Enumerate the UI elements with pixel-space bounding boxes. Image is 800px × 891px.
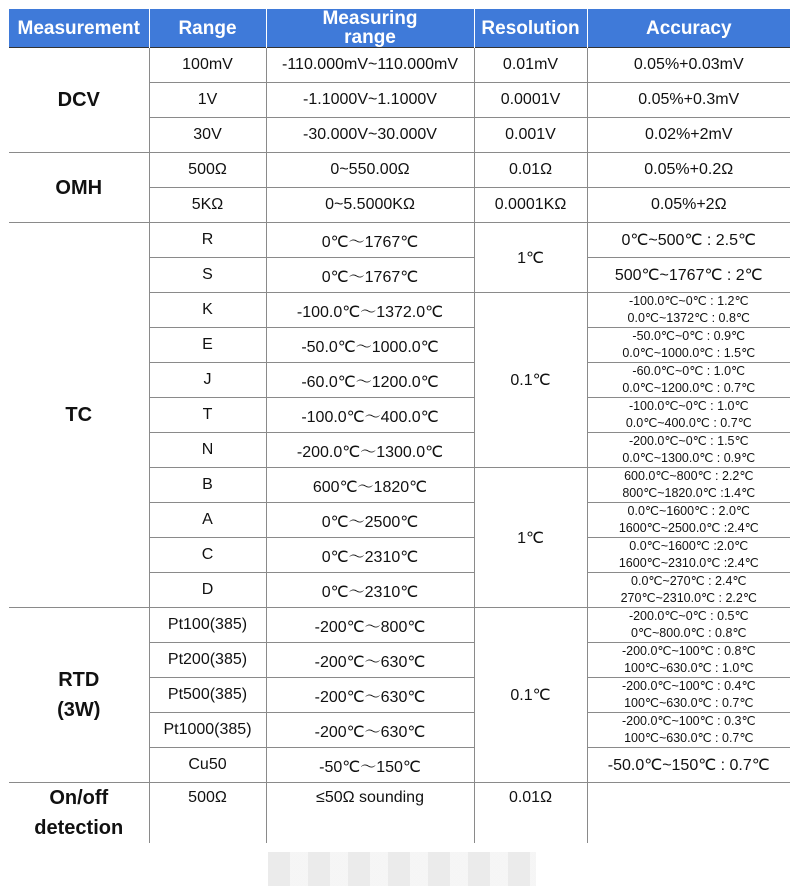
accuracy-line: 0.0℃~400.0℃ : 0.7℃ (625, 416, 752, 430)
range-cell: T (149, 398, 266, 433)
accuracy-cell: 0.05%+0.2Ω (587, 153, 790, 188)
measuring-range-cell: 0℃～2310℃ (266, 573, 474, 608)
header-row (9, 9, 790, 48)
accuracy-line: -50.0℃~150℃ : 0.7℃ (607, 757, 770, 774)
range-cell: Pt1000(385) (149, 713, 266, 748)
header-resolution: Resolution (474, 9, 587, 48)
header-accuracy: Accuracy (587, 9, 790, 48)
resolution-cell: 0.0001KΩ (474, 188, 587, 223)
accuracy-line: 0.0℃~1600℃ : 2.0℃ (627, 504, 750, 518)
table-row (9, 48, 790, 83)
measuring-range-cell: -200℃～630℃ (266, 713, 474, 748)
measuring-range-cell: -50.0℃～1000.0℃ (266, 328, 474, 363)
accuracy-line: -200.0℃~100℃ : 0.8℃ (621, 644, 756, 658)
header-measuring-range-line1: Measuring (322, 8, 418, 29)
accuracy-cell (587, 538, 790, 573)
accuracy-cell (587, 328, 790, 363)
range-cell: B (149, 468, 266, 503)
accuracy-line: -200.0℃~100℃ : 0.4℃ (621, 679, 756, 693)
measuring-range-cell: 0℃～2500℃ (266, 503, 474, 538)
accuracy-cell (587, 678, 790, 713)
range-cell: 5KΩ (149, 188, 266, 223)
resolution-cell: 0.0001V (474, 83, 587, 118)
accuracy-cell: 0.05%+0.03mV (587, 48, 790, 83)
accuracy-cell (587, 223, 790, 258)
accuracy-cell: 0.05%+2Ω (587, 188, 790, 223)
measuring-range-cell: 0℃～1767℃ (266, 223, 474, 258)
group-label-dcv: DCV (9, 48, 149, 153)
measuring-range-cell: -110.000mV~110.000mV (266, 48, 474, 83)
accuracy-cell: 0.02%+2mV (587, 118, 790, 153)
accuracy-cell (587, 433, 790, 468)
accuracy-cell (587, 748, 790, 783)
range-cell: A (149, 503, 266, 538)
range-cell: S (149, 258, 266, 293)
resolution-cell: 0.01Ω (474, 153, 587, 188)
group-label-onoff-line2: detection (34, 817, 124, 839)
table-row (9, 783, 790, 844)
accuracy-cell: 0.05%+0.3mV (587, 83, 790, 118)
group-label-omh: OMH (9, 153, 149, 223)
measuring-range-cell: 0℃～1767℃ (266, 258, 474, 293)
measuring-range-cell: 0~550.00Ω (266, 153, 474, 188)
accuracy-cell (587, 468, 790, 503)
range-cell: C (149, 538, 266, 573)
measuring-range-cell: 0℃～2310℃ (266, 538, 474, 573)
measuring-range-cell: -200℃～630℃ (266, 643, 474, 678)
range-cell: 30V (149, 118, 266, 153)
measuring-range-cell: -200.0℃～1300.0℃ (266, 433, 474, 468)
header-measuring-range (266, 9, 474, 48)
measuring-range-cell: -200℃～800℃ (266, 608, 474, 643)
measuring-range-cell: 600℃～1820℃ (266, 468, 474, 503)
accuracy-line: 500℃~1767℃ : 2℃ (614, 267, 763, 284)
spec-table (9, 9, 790, 843)
accuracy-cell (587, 293, 790, 328)
accuracy-line: 0.0℃~1600℃ :2.0℃ (629, 539, 749, 553)
accuracy-line: 100℃~630.0℃ : 0.7℃ (624, 696, 754, 710)
resolution-cell: 0.1℃ (474, 293, 587, 468)
range-cell: Cu50 (149, 748, 266, 783)
resolution-cell: 1℃ (474, 223, 587, 293)
range-cell: J (149, 363, 266, 398)
measuring-range-cell: -100.0℃～400.0℃ (266, 398, 474, 433)
accuracy-cell (587, 258, 790, 293)
accuracy-line: -50.0℃~0℃ : 0.9℃ (632, 329, 746, 343)
accuracy-line: 100℃~630.0℃ : 0.7℃ (624, 731, 754, 745)
measuring-range-cell: -50℃～150℃ (266, 748, 474, 783)
accuracy-line: -60.0℃~0℃ : 1.0℃ (632, 364, 746, 378)
accuracy-line: 1600℃~2310.0℃ :2.4℃ (618, 556, 759, 570)
accuracy-line: 100℃~630.0℃ : 1.0℃ (624, 661, 754, 675)
accuracy-cell (587, 783, 790, 844)
group-label-rtd (9, 608, 149, 783)
accuracy-line: 0.0℃~1372℃ : 0.8℃ (627, 311, 750, 325)
table-row (9, 223, 790, 258)
accuracy-cell (587, 573, 790, 608)
range-cell: Pt500(385) (149, 678, 266, 713)
group-label-onoff (9, 783, 149, 844)
measuring-range-cell: ≤50Ω sounding (266, 783, 474, 844)
accuracy-line: 0℃~500℃ : 2.5℃ (621, 232, 756, 249)
group-label-rtd-line2: (3W) (57, 699, 101, 721)
accuracy-line: 0℃~800.0℃ : 0.8℃ (631, 626, 747, 640)
measuring-range-cell: -100.0℃～1372.0℃ (266, 293, 474, 328)
measuring-range-cell: -30.000V~30.000V (266, 118, 474, 153)
resolution-cell: 0.001V (474, 118, 587, 153)
header-range: Range (149, 9, 266, 48)
measuring-range-cell: 0~5.5000KΩ (266, 188, 474, 223)
accuracy-line: -200.0℃~0℃ : 1.5℃ (628, 434, 749, 448)
accuracy-cell (587, 363, 790, 398)
header-measurement: Measurement (9, 9, 149, 48)
resolution-cell: 0.1℃ (474, 608, 587, 783)
accuracy-line: 800℃~1820.0℃ :1.4℃ (622, 486, 756, 500)
watermark (268, 852, 536, 886)
accuracy-line: 600.0℃~800℃ : 2.2℃ (624, 469, 754, 483)
range-cell: E (149, 328, 266, 363)
range-cell: K (149, 293, 266, 328)
accuracy-line: 270℃~2310.0℃ : 2.2℃ (620, 591, 757, 605)
accuracy-cell (587, 398, 790, 433)
table-row (9, 153, 790, 188)
accuracy-line: -200.0℃~0℃ : 0.5℃ (628, 609, 749, 623)
resolution-cell: 1℃ (474, 468, 587, 608)
accuracy-line: -100.0℃~0℃ : 1.2℃ (628, 294, 749, 308)
group-label-rtd-line1: RTD (58, 669, 100, 691)
range-cell: D (149, 573, 266, 608)
range-cell: 500Ω (149, 783, 266, 844)
accuracy-cell (587, 713, 790, 748)
measuring-range-cell: -60.0℃～1200.0℃ (266, 363, 474, 398)
accuracy-line: 1600℃~2500.0℃ :2.4℃ (618, 521, 759, 535)
accuracy-line: 0.0℃~1200.0℃ : 0.7℃ (622, 381, 756, 395)
group-label-onoff-line1: On/off (49, 787, 109, 809)
accuracy-line: 0.0℃~1000.0℃ : 1.5℃ (622, 346, 756, 360)
measuring-range-cell: -200℃～630℃ (266, 678, 474, 713)
accuracy-cell (587, 503, 790, 538)
range-cell: 500Ω (149, 153, 266, 188)
accuracy-cell (587, 608, 790, 643)
accuracy-line: -100.0℃~0℃ : 1.0℃ (628, 399, 749, 413)
accuracy-line: 0.0℃~1300.0℃ : 0.9℃ (622, 451, 756, 465)
accuracy-line: 0.0℃~270℃ : 2.4℃ (631, 574, 747, 588)
range-cell: N (149, 433, 266, 468)
range-cell: 1V (149, 83, 266, 118)
range-cell: Pt200(385) (149, 643, 266, 678)
group-label-tc: TC (9, 223, 149, 608)
range-cell: R (149, 223, 266, 258)
table-row (9, 608, 790, 643)
range-cell: 100mV (149, 48, 266, 83)
resolution-cell: 0.01Ω (474, 783, 587, 844)
header-measuring-range-line2: range (344, 27, 396, 48)
range-cell: Pt100(385) (149, 608, 266, 643)
accuracy-cell (587, 643, 790, 678)
measuring-range-cell: -1.1000V~1.1000V (266, 83, 474, 118)
resolution-cell: 0.01mV (474, 48, 587, 83)
accuracy-line: -200.0℃~100℃ : 0.3℃ (621, 714, 756, 728)
